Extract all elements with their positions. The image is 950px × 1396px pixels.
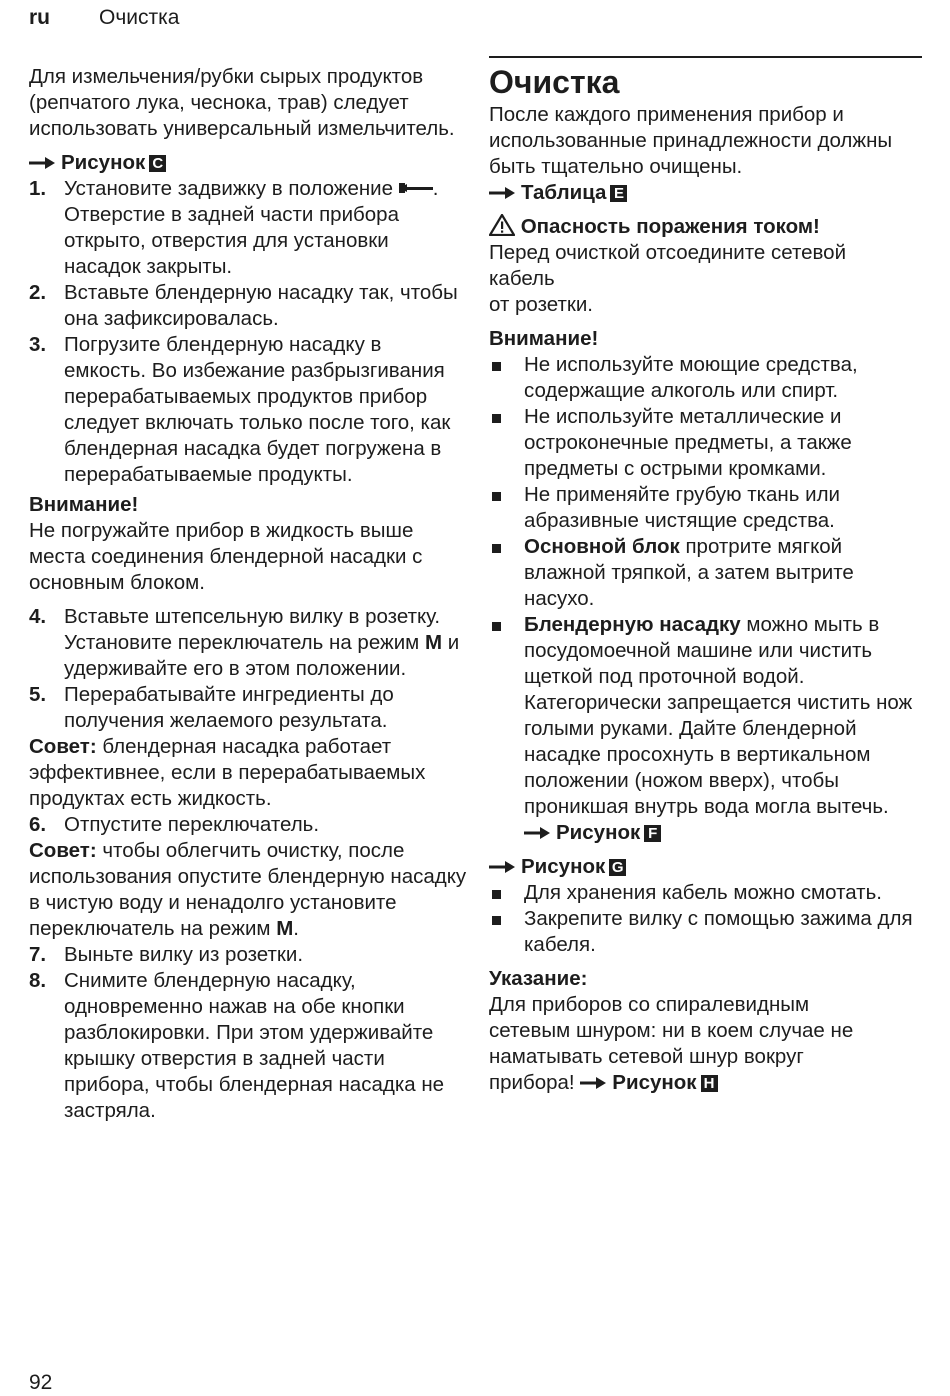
arrow-right-icon bbox=[489, 854, 521, 880]
steps-list bbox=[29, 812, 469, 838]
slider-position-icon bbox=[399, 176, 433, 190]
arrow-right-icon bbox=[524, 820, 556, 846]
list-item: Основной блок протрите мягкой влажной тряпкой, а затем вытрите насухо. bbox=[489, 534, 929, 612]
bullet-list bbox=[489, 352, 929, 846]
steps-list bbox=[29, 942, 469, 1124]
figure-ref-f: Рисунок F bbox=[524, 820, 929, 846]
list-item: 4. Вставьте штепсельную вилку в розетку. Установите переключатель на режим M и удерживайте его в этом положении. bbox=[29, 605, 460, 680]
table-ref-e: Таблица E bbox=[489, 180, 929, 206]
square-bullet-icon bbox=[492, 890, 501, 899]
danger-text: Перед очисткой отсоедините сетевой кабель bbox=[489, 241, 847, 290]
section-divider bbox=[489, 56, 922, 58]
bullet-list bbox=[489, 880, 929, 958]
danger-heading: Опасность поражения током! bbox=[489, 214, 929, 240]
page-number: 92 bbox=[29, 1371, 53, 1394]
figure-letter-box: H bbox=[701, 1075, 718, 1092]
attention-heading: Внимание! bbox=[489, 327, 599, 350]
note-heading: Указание: bbox=[489, 967, 588, 990]
list-item: Закрепите вилку с помощью зажима для кабеля. bbox=[489, 906, 929, 958]
page-header bbox=[29, 5, 179, 31]
list-item: 5. Перерабатывайте ингредиенты до получения желаемого результата. bbox=[29, 683, 394, 732]
left-column bbox=[29, 64, 469, 1124]
list-item: 1. Установите задвижку в положение . Отверстие в задней части прибора открыто, отверстия для установки насадок закрыты. bbox=[29, 177, 439, 278]
attention-text: Не погружайте прибор в жидкость выше места соединения блендерной насадки с основным блоком. bbox=[29, 519, 423, 594]
steps-list bbox=[29, 604, 469, 734]
section-title: Очистка bbox=[489, 64, 620, 100]
figure-letter-box: E bbox=[610, 185, 627, 202]
section-name: Очистка bbox=[99, 6, 180, 29]
figure-letter-box: C bbox=[149, 155, 166, 172]
language-code: ru bbox=[29, 6, 50, 29]
list-item: 2. Вставьте блендерную насадку так, чтобы она зафиксировалась. bbox=[29, 281, 458, 330]
steps-list bbox=[29, 176, 469, 488]
arrow-right-icon bbox=[29, 150, 61, 176]
list-item: 8. Снимите блендерную насадку, одновременно нажав на обе кнопки разблокировки. При этом удерживайте крышку отверстия в задней части прибора, чтобы блендерная насадка не застряла. bbox=[29, 969, 445, 1122]
tip-paragraph: Совет: блендерная насадка работает эффективнее, если в перерабатываемых продуктах есть жидкость. bbox=[29, 735, 426, 810]
right-column bbox=[489, 56, 929, 1096]
tip-paragraph: Совет: чтобы облегчить очистку, после использования опустите блендерную насадку в чистую воду и ненадолго установите переключатель на режим M. bbox=[29, 839, 467, 940]
danger-text-cont: от розетки. bbox=[489, 293, 594, 316]
square-bullet-icon bbox=[492, 622, 501, 631]
figure-letter-box: G bbox=[609, 859, 626, 876]
square-bullet-icon bbox=[492, 916, 501, 925]
figure-ref-c: Рисунок C bbox=[29, 150, 469, 176]
warning-triangle-icon bbox=[489, 215, 515, 238]
list-item: Блендерную насадку можно мыть в посудомоечной машине или чистить щеткой под проточной водой. Категорически запрещается чистить нож голыми руками. Дайте блендерной насадке просохнуть в вертикальном положении (ножом вверх), чтобы проникшая внутрь вода могла вытечь. Рисунок F bbox=[489, 612, 929, 846]
list-item: Не используйте металлические и остроконечные предметы, а также предметы с острыми кромками. bbox=[489, 404, 929, 482]
arrow-right-icon bbox=[580, 1070, 612, 1096]
list-item: 6. Отпустите переключатель. bbox=[29, 813, 320, 836]
list-item: Не применяйте грубую ткань или абразивные чистящие средства. bbox=[489, 482, 929, 534]
square-bullet-icon bbox=[492, 492, 501, 501]
note-text: Для приборов со спиралевидным сетевым шнуром: ни в коем случае не наматывать сетевой шнур вокруг прибора! Рисунок H bbox=[489, 993, 854, 1094]
attention-heading: Внимание! bbox=[29, 493, 139, 516]
figure-letter-box: F bbox=[644, 825, 661, 842]
cleaning-intro: После каждого применения прибор и использованные принадлежности должны быть тщательно очищены. bbox=[489, 103, 893, 178]
list-item: 7. Выньте вилку из розетки. bbox=[29, 943, 304, 966]
arrow-right-icon bbox=[489, 180, 521, 206]
intro-paragraph: Для измельчения/рубки сырых продуктов (репчатого лука, чеснока, трав) следует использовать универсальный измельчитель. bbox=[29, 65, 455, 140]
list-item: Для хранения кабель можно смотать. bbox=[489, 880, 929, 906]
list-item: Не используйте моющие средства, содержащие алкоголь или спирт. bbox=[489, 352, 929, 404]
list-item: 3. Погрузите блендерную насадку в емкость. Во избежание разбрызгивания перерабатываемых продуктов прибор следует включать только после того, как блендерная насадка будет погружена в перерабатываемые продукты. bbox=[29, 333, 451, 486]
square-bullet-icon bbox=[492, 544, 501, 553]
figure-ref-g: Рисунок G bbox=[489, 854, 929, 880]
square-bullet-icon bbox=[492, 414, 501, 423]
square-bullet-icon bbox=[492, 362, 501, 371]
figure-ref-h: Рисунок H bbox=[580, 1071, 717, 1094]
